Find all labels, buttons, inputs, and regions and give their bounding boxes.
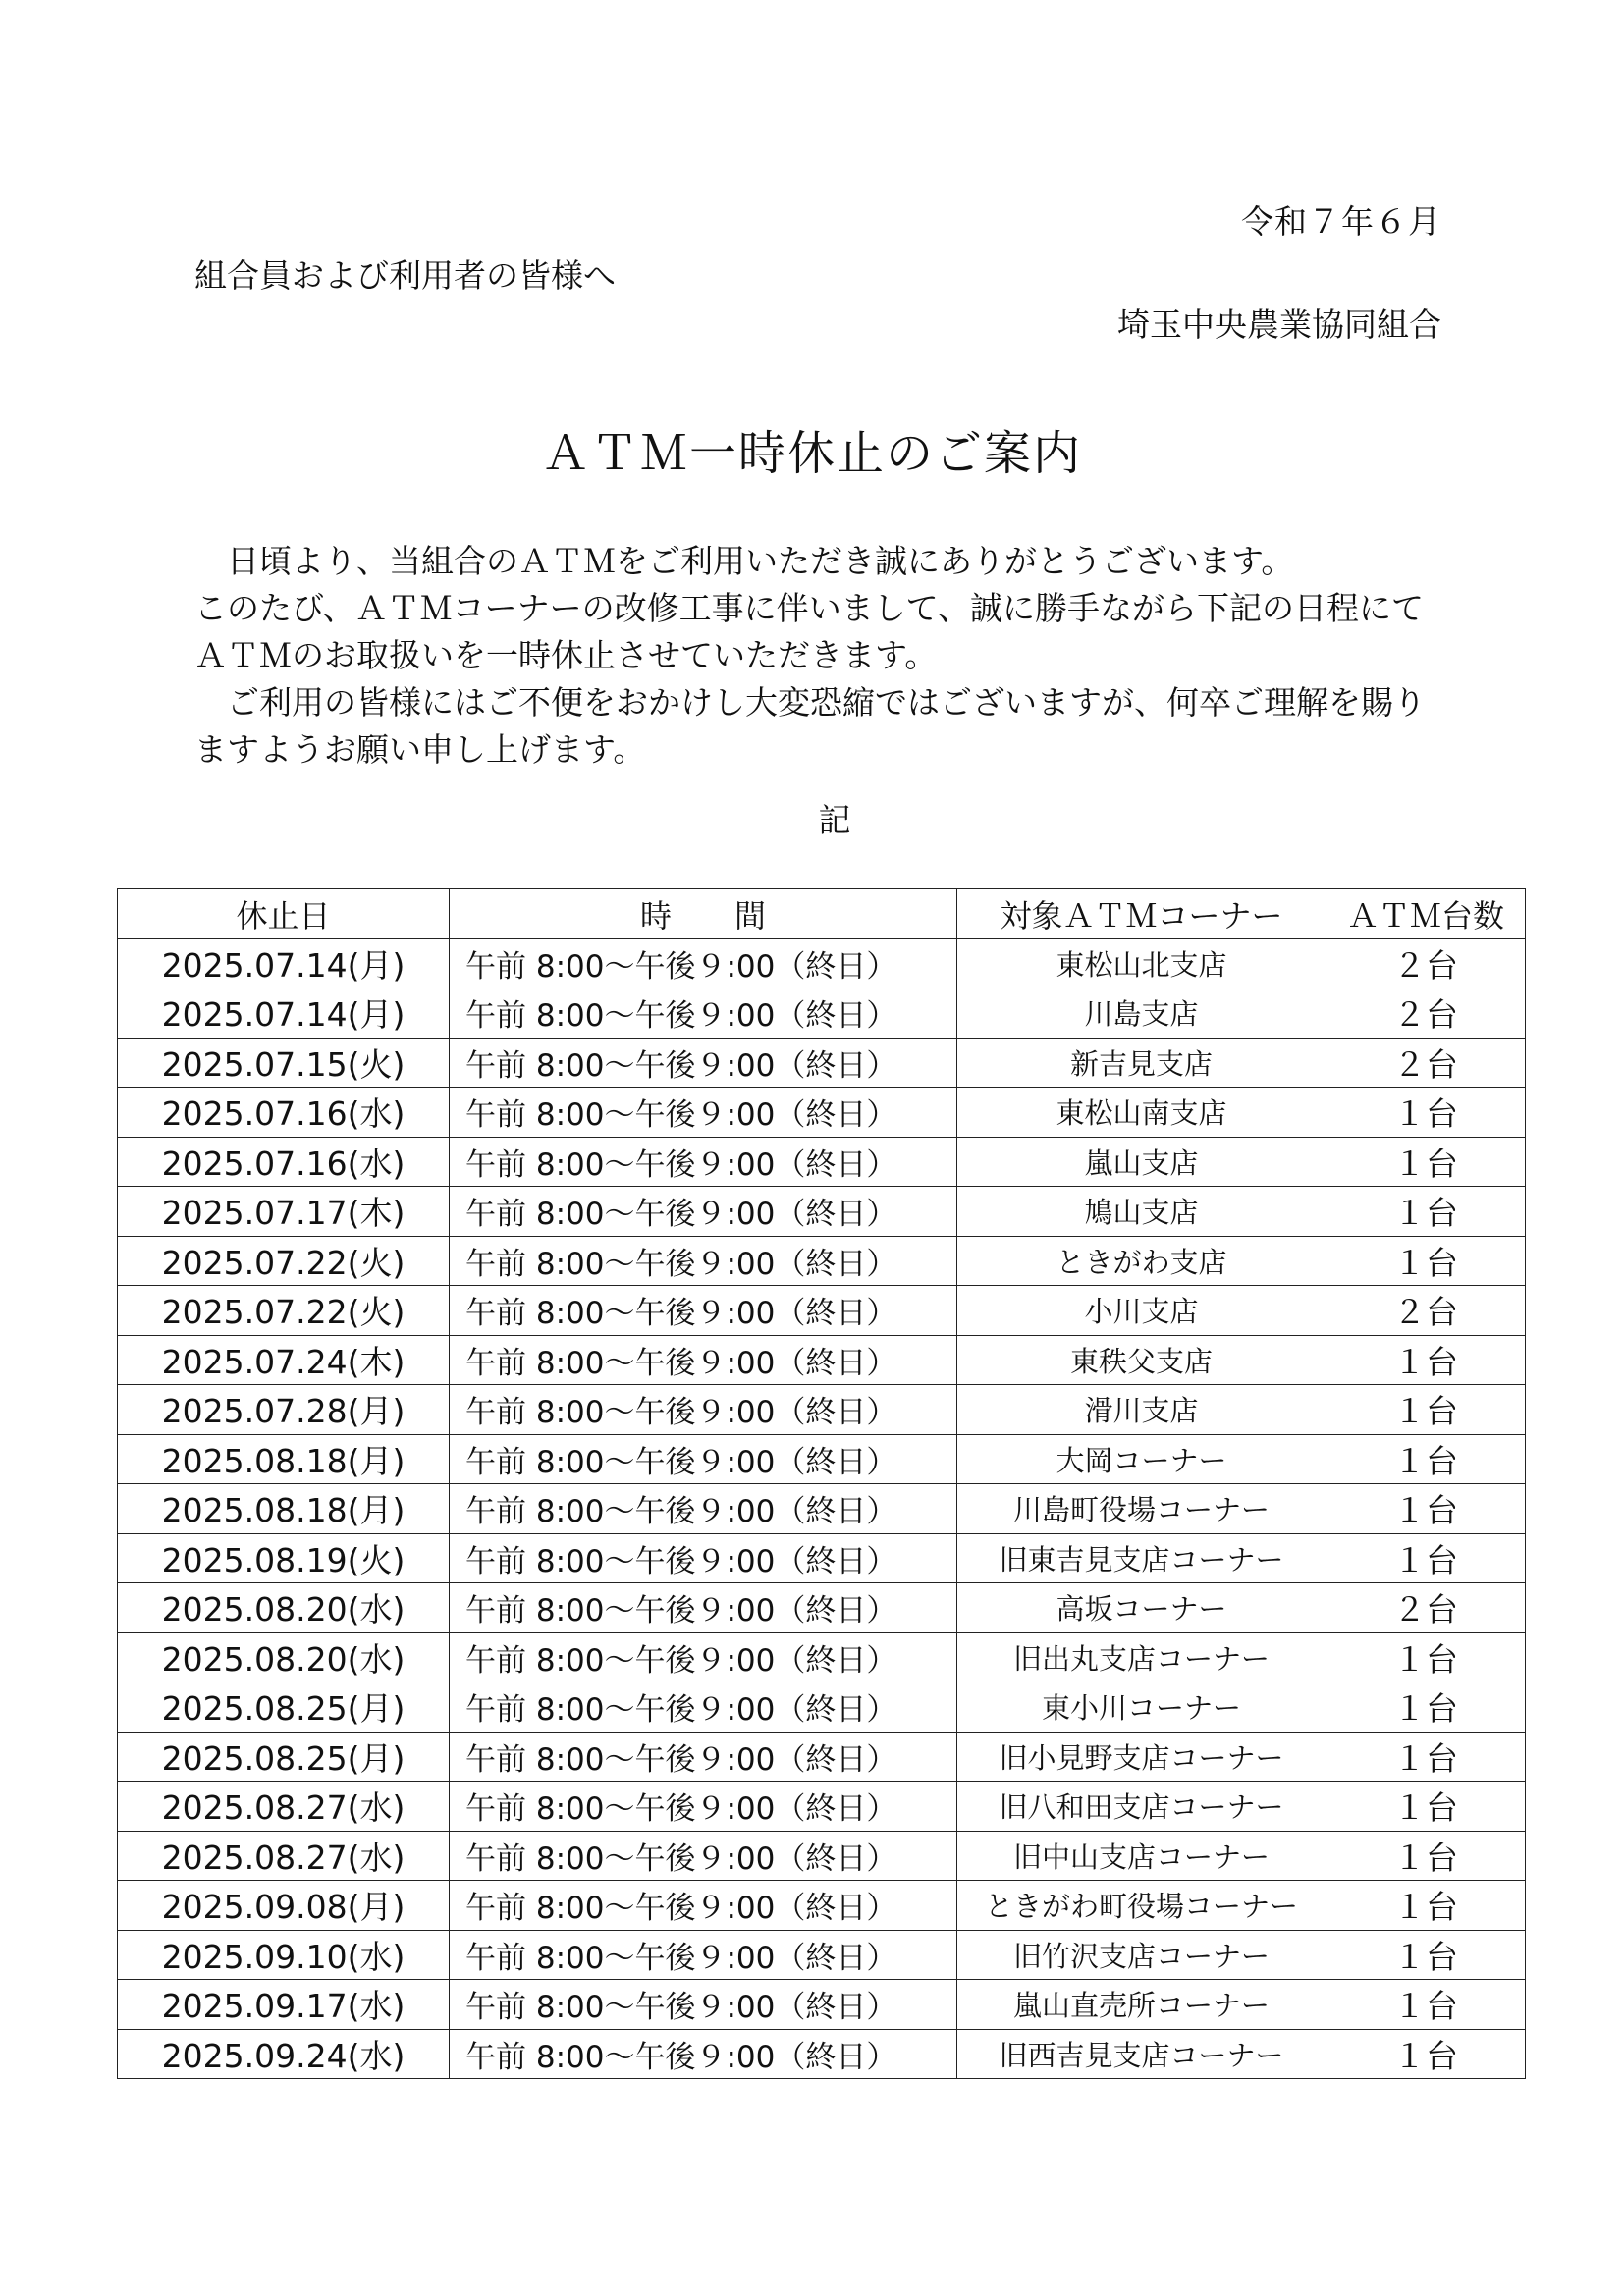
cell-time: 午前 8:00～午後９:00（終日） xyxy=(450,1732,957,1782)
cell-count: １台 xyxy=(1326,1385,1526,1435)
cell-count: ２台 xyxy=(1326,938,1526,988)
cell-corner: 東松山北支店 xyxy=(957,938,1326,988)
cell-time: 午前 8:00～午後９:00（終日） xyxy=(450,1632,957,1682)
cell-count: １台 xyxy=(1326,1434,1526,1484)
cell-corner: 滑川支店 xyxy=(957,1385,1326,1435)
cell-corner: 東小川コーナー xyxy=(957,1682,1326,1733)
cell-corner: 旧出丸支店コーナー xyxy=(957,1632,1326,1682)
table-row xyxy=(118,1533,1526,1583)
table-row xyxy=(118,938,1526,988)
table-row xyxy=(118,1187,1526,1237)
cell-time: 午前 8:00～午後９:00（終日） xyxy=(450,1881,957,1931)
body-line: 日頃より、当組合のＡＴＭをご利用いただき誠にありがとうございます。 xyxy=(194,542,1294,580)
cell-date: 2025.08.27(水) xyxy=(118,1831,450,1881)
cell-count: １台 xyxy=(1326,1930,1526,1980)
cell-count: １台 xyxy=(1326,1881,1526,1931)
cell-count: １台 xyxy=(1326,1088,1526,1138)
cell-count: １台 xyxy=(1326,1682,1526,1733)
cell-time: 午前 8:00～午後９:00（終日） xyxy=(450,1038,957,1088)
cell-count: １台 xyxy=(1326,2029,1526,2079)
cell-date: 2025.08.25(月) xyxy=(118,1682,450,1733)
body-line: このたび、ＡＴＭコーナーの改修工事に伴いまして、誠に勝手ながら下記の日程にて xyxy=(194,589,1425,627)
cell-corner: 川島町役場コーナー xyxy=(957,1484,1326,1534)
cell-date: 2025.08.20(水) xyxy=(118,1632,450,1682)
cell-count: １台 xyxy=(1326,1831,1526,1881)
cell-corner: 小川支店 xyxy=(957,1286,1326,1336)
table-row xyxy=(118,1980,1526,2030)
cell-count: ２台 xyxy=(1326,988,1526,1039)
notice-body xyxy=(194,538,1441,774)
cell-count: ２台 xyxy=(1326,1583,1526,1633)
cell-corner: 高坂コーナー xyxy=(957,1583,1326,1633)
cell-count: １台 xyxy=(1326,1632,1526,1682)
cell-count: １台 xyxy=(1326,1980,1526,2030)
cell-count: １台 xyxy=(1326,1533,1526,1583)
table-row xyxy=(118,1682,1526,1733)
cell-count: １台 xyxy=(1326,1732,1526,1782)
cell-time: 午前 8:00～午後９:00（終日） xyxy=(450,1980,957,2030)
table-row xyxy=(118,988,1526,1039)
cell-corner: 旧竹沢支店コーナー xyxy=(957,1930,1326,1980)
table-row xyxy=(118,1732,1526,1782)
recipient-line: 組合員および利用者の皆様へ xyxy=(194,256,616,294)
notice-title: ＡＴＭ一時休止のご案内 xyxy=(541,426,1082,481)
cell-date: 2025.07.14(月) xyxy=(118,988,450,1039)
table-row xyxy=(118,1236,1526,1286)
cell-corner: 旧東吉見支店コーナー xyxy=(957,1533,1326,1583)
cell-time: 午前 8:00～午後９:00（終日） xyxy=(450,988,957,1039)
table-body xyxy=(118,938,1526,2079)
issuer-name: 埼玉中央農業協同組合 xyxy=(1117,305,1441,344)
cell-corner: 東秩父支店 xyxy=(957,1335,1326,1385)
cell-corner: 嵐山支店 xyxy=(957,1137,1326,1187)
cell-corner: 東松山南支店 xyxy=(957,1088,1326,1138)
cell-time: 午前 8:00～午後９:00（終日） xyxy=(450,1484,957,1534)
cell-time: 午前 8:00～午後９:00（終日） xyxy=(450,1782,957,1832)
ki-marker: 記 xyxy=(818,801,851,839)
cell-date: 2025.09.10(水) xyxy=(118,1930,450,1980)
cell-count: １台 xyxy=(1326,1335,1526,1385)
cell-date: 2025.07.16(水) xyxy=(118,1137,450,1187)
table-row xyxy=(118,1930,1526,1980)
cell-count: ２台 xyxy=(1326,1286,1526,1336)
cell-time: 午前 8:00～午後９:00（終日） xyxy=(450,1088,957,1138)
column-header-time: 時 間 xyxy=(450,889,957,939)
table-header-row xyxy=(118,889,1526,939)
document-date: 令和７年６月 xyxy=(1241,202,1441,240)
column-header-corner: 対象ＡＴＭコーナー xyxy=(957,889,1326,939)
cell-count: ２台 xyxy=(1326,1038,1526,1088)
cell-time: 午前 8:00～午後９:00（終日） xyxy=(450,1385,957,1435)
table-row xyxy=(118,1632,1526,1682)
column-header-date: 休止日 xyxy=(118,889,450,939)
cell-date: 2025.08.20(水) xyxy=(118,1583,450,1633)
table-row xyxy=(118,1831,1526,1881)
table-row xyxy=(118,2029,1526,2079)
cell-date: 2025.07.22(火) xyxy=(118,1286,450,1336)
cell-date: 2025.08.25(月) xyxy=(118,1732,450,1782)
column-header-count: ＡＴＭ台数 xyxy=(1326,889,1526,939)
atm-suspension-table xyxy=(117,888,1526,2079)
cell-count: １台 xyxy=(1326,1236,1526,1286)
cell-time: 午前 8:00～午後９:00（終日） xyxy=(450,1187,957,1237)
cell-date: 2025.07.14(月) xyxy=(118,938,450,988)
cell-count: １台 xyxy=(1326,1137,1526,1187)
cell-date: 2025.07.15(火) xyxy=(118,1038,450,1088)
cell-corner: 旧西吉見支店コーナー xyxy=(957,2029,1326,2079)
cell-corner: 大岡コーナー xyxy=(957,1434,1326,1484)
table-row xyxy=(118,1038,1526,1088)
cell-count: １台 xyxy=(1326,1187,1526,1237)
cell-date: 2025.07.16(水) xyxy=(118,1088,450,1138)
cell-time: 午前 8:00～午後９:00（終日） xyxy=(450,1137,957,1187)
cell-count: １台 xyxy=(1326,1484,1526,1534)
table-row xyxy=(118,1881,1526,1931)
cell-date: 2025.07.24(木) xyxy=(118,1335,450,1385)
table-row xyxy=(118,1782,1526,1832)
cell-time: 午前 8:00～午後９:00（終日） xyxy=(450,1682,957,1733)
cell-corner: 旧小見野支店コーナー xyxy=(957,1732,1326,1782)
body-line: ＡＴＭのお取扱いを一時休止させていただきます。 xyxy=(194,636,938,674)
cell-corner: ときがわ支店 xyxy=(957,1236,1326,1286)
cell-time: 午前 8:00～午後９:00（終日） xyxy=(450,1533,957,1583)
cell-date: 2025.07.22(火) xyxy=(118,1236,450,1286)
cell-time: 午前 8:00～午後９:00（終日） xyxy=(450,938,957,988)
cell-time: 午前 8:00～午後９:00（終日） xyxy=(450,1831,957,1881)
cell-time: 午前 8:00～午後９:00（終日） xyxy=(450,1236,957,1286)
cell-time: 午前 8:00～午後９:00（終日） xyxy=(450,1335,957,1385)
cell-date: 2025.08.18(月) xyxy=(118,1434,450,1484)
table-row xyxy=(118,1335,1526,1385)
body-line: ご利用の皆様にはご不便をおかけし大変恐縮ではございますが、何卒ご理解を賜り xyxy=(194,683,1426,721)
cell-corner: 川島支店 xyxy=(957,988,1326,1039)
cell-date: 2025.08.27(水) xyxy=(118,1782,450,1832)
cell-corner: ときがわ町役場コーナー xyxy=(957,1881,1326,1931)
cell-corner: 旧中山支店コーナー xyxy=(957,1831,1326,1881)
cell-date: 2025.09.24(水) xyxy=(118,2029,450,2079)
cell-date: 2025.07.28(月) xyxy=(118,1385,450,1435)
cell-time: 午前 8:00～午後９:00（終日） xyxy=(450,1583,957,1633)
table-row xyxy=(118,1286,1526,1336)
cell-time: 午前 8:00～午後９:00（終日） xyxy=(450,1286,957,1336)
cell-date: 2025.08.19(火) xyxy=(118,1533,450,1583)
cell-count: １台 xyxy=(1326,1782,1526,1832)
cell-time: 午前 8:00～午後９:00（終日） xyxy=(450,2029,957,2079)
cell-date: 2025.08.18(月) xyxy=(118,1484,450,1534)
table-row xyxy=(118,1434,1526,1484)
table-row xyxy=(118,1137,1526,1187)
cell-corner: 新吉見支店 xyxy=(957,1038,1326,1088)
cell-date: 2025.07.17(木) xyxy=(118,1187,450,1237)
cell-time: 午前 8:00～午後９:00（終日） xyxy=(450,1434,957,1484)
cell-date: 2025.09.08(月) xyxy=(118,1881,450,1931)
cell-corner: 鳩山支店 xyxy=(957,1187,1326,1237)
cell-date: 2025.09.17(水) xyxy=(118,1980,450,2030)
body-line: ますようお願い申し上げます。 xyxy=(194,730,646,769)
cell-time: 午前 8:00～午後９:00（終日） xyxy=(450,1930,957,1980)
table-header xyxy=(118,889,1526,939)
table-row xyxy=(118,1583,1526,1633)
table-row xyxy=(118,1385,1526,1435)
table-row xyxy=(118,1088,1526,1138)
table-row xyxy=(118,1484,1526,1534)
cell-corner: 嵐山直売所コーナー xyxy=(957,1980,1326,2030)
cell-corner: 旧八和田支店コーナー xyxy=(957,1782,1326,1832)
